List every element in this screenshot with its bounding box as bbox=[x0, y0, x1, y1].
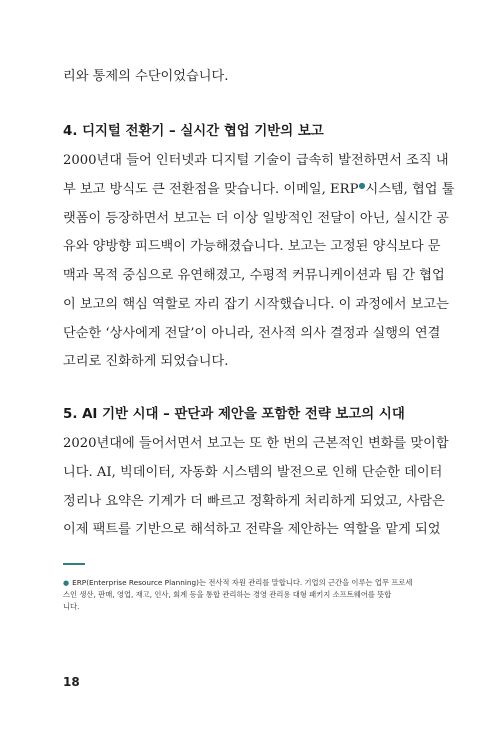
section-5-line-3: 정리나 요약은 기계가 더 빠르고 정확하게 처리하게 되었고, 사람은 bbox=[63, 494, 445, 509]
section-4-line-2a: 부 보고 방식도 큰 전환점을 맞습니다. 이메일, ERP bbox=[63, 182, 359, 197]
section-4-line-2 bbox=[63, 181, 455, 200]
section-4-line-3: 랫폼이 등장하면서 보고는 더 이상 일방적인 전달이 아닌, 실시간 공 bbox=[63, 211, 449, 226]
section-5-line-1: 2020년대에 들어서면서 보고는 또 한 번의 근본적인 변화를 맞이합 bbox=[63, 436, 449, 451]
section-5-heading: 5. AI 기반 시대 – 판단과 제안을 포함한 전략 보고의 시대 bbox=[63, 407, 405, 422]
section-5-line-2: 니다. AI, 빅데이터, 자동화 시스템의 발전으로 인해 단순한 데이터 bbox=[63, 465, 443, 480]
section-4-line-4: 유와 양방향 피드백이 가능해졌습니다. 보고는 고정된 양식보다 문 bbox=[63, 239, 441, 254]
intro-line: 리와 통제의 수단이었습니다. bbox=[63, 69, 229, 84]
page-number: 18 bbox=[63, 675, 80, 689]
section-4-line-2b: 시스템, 협업 툴 bbox=[365, 182, 455, 197]
section-4-line-6: 이 보고의 핵심 역할로 자리 잡기 시작했습니다. 이 과정에서 보고는 bbox=[63, 297, 449, 312]
section-4-line-1: 2000년대 들어 인터넷과 디지털 기술이 급속히 발전하면서 조직 내 bbox=[63, 153, 449, 168]
footnote-divider bbox=[63, 563, 85, 565]
section-4-line-7: 단순한 ‘상사에게 전달’이 아니라, 전사적 의사 결정과 실행의 연결 bbox=[63, 326, 441, 341]
footnote-line-3: 니다. bbox=[63, 602, 80, 611]
footnote-text-1: ERP(Enterprise Resource Planning)는 전사적 자원 관리를 말합니다. 기업의 근간을 이루는 업무 프로세 bbox=[72, 578, 413, 587]
footnote-ref-icon: ● bbox=[358, 181, 366, 190]
footnote-line-2: 스인 생산, 판매, 영업, 재고, 인사, 회계 등을 통합 관리하는 경영 관리용 대형 패키지 소프트웨어를 뜻합 bbox=[63, 590, 392, 599]
footnote-marker-icon: ● bbox=[63, 579, 70, 587]
section-5-line-4: 이제 팩트를 기반으로 해석하고 전략을 제안하는 역할을 맡게 되었 bbox=[63, 522, 441, 537]
section-4-line-5: 맥과 목적 중심으로 유연해졌고, 수평적 커뮤니케이션과 팀 간 협업 bbox=[63, 268, 445, 283]
section-4-line-8: 고리로 진화하게 되었습니다. bbox=[63, 354, 229, 369]
section-4-heading: 4. 디지털 전환기 – 실시간 협업 기반의 보고 bbox=[63, 124, 324, 139]
footnote-line-1 bbox=[63, 577, 435, 589]
